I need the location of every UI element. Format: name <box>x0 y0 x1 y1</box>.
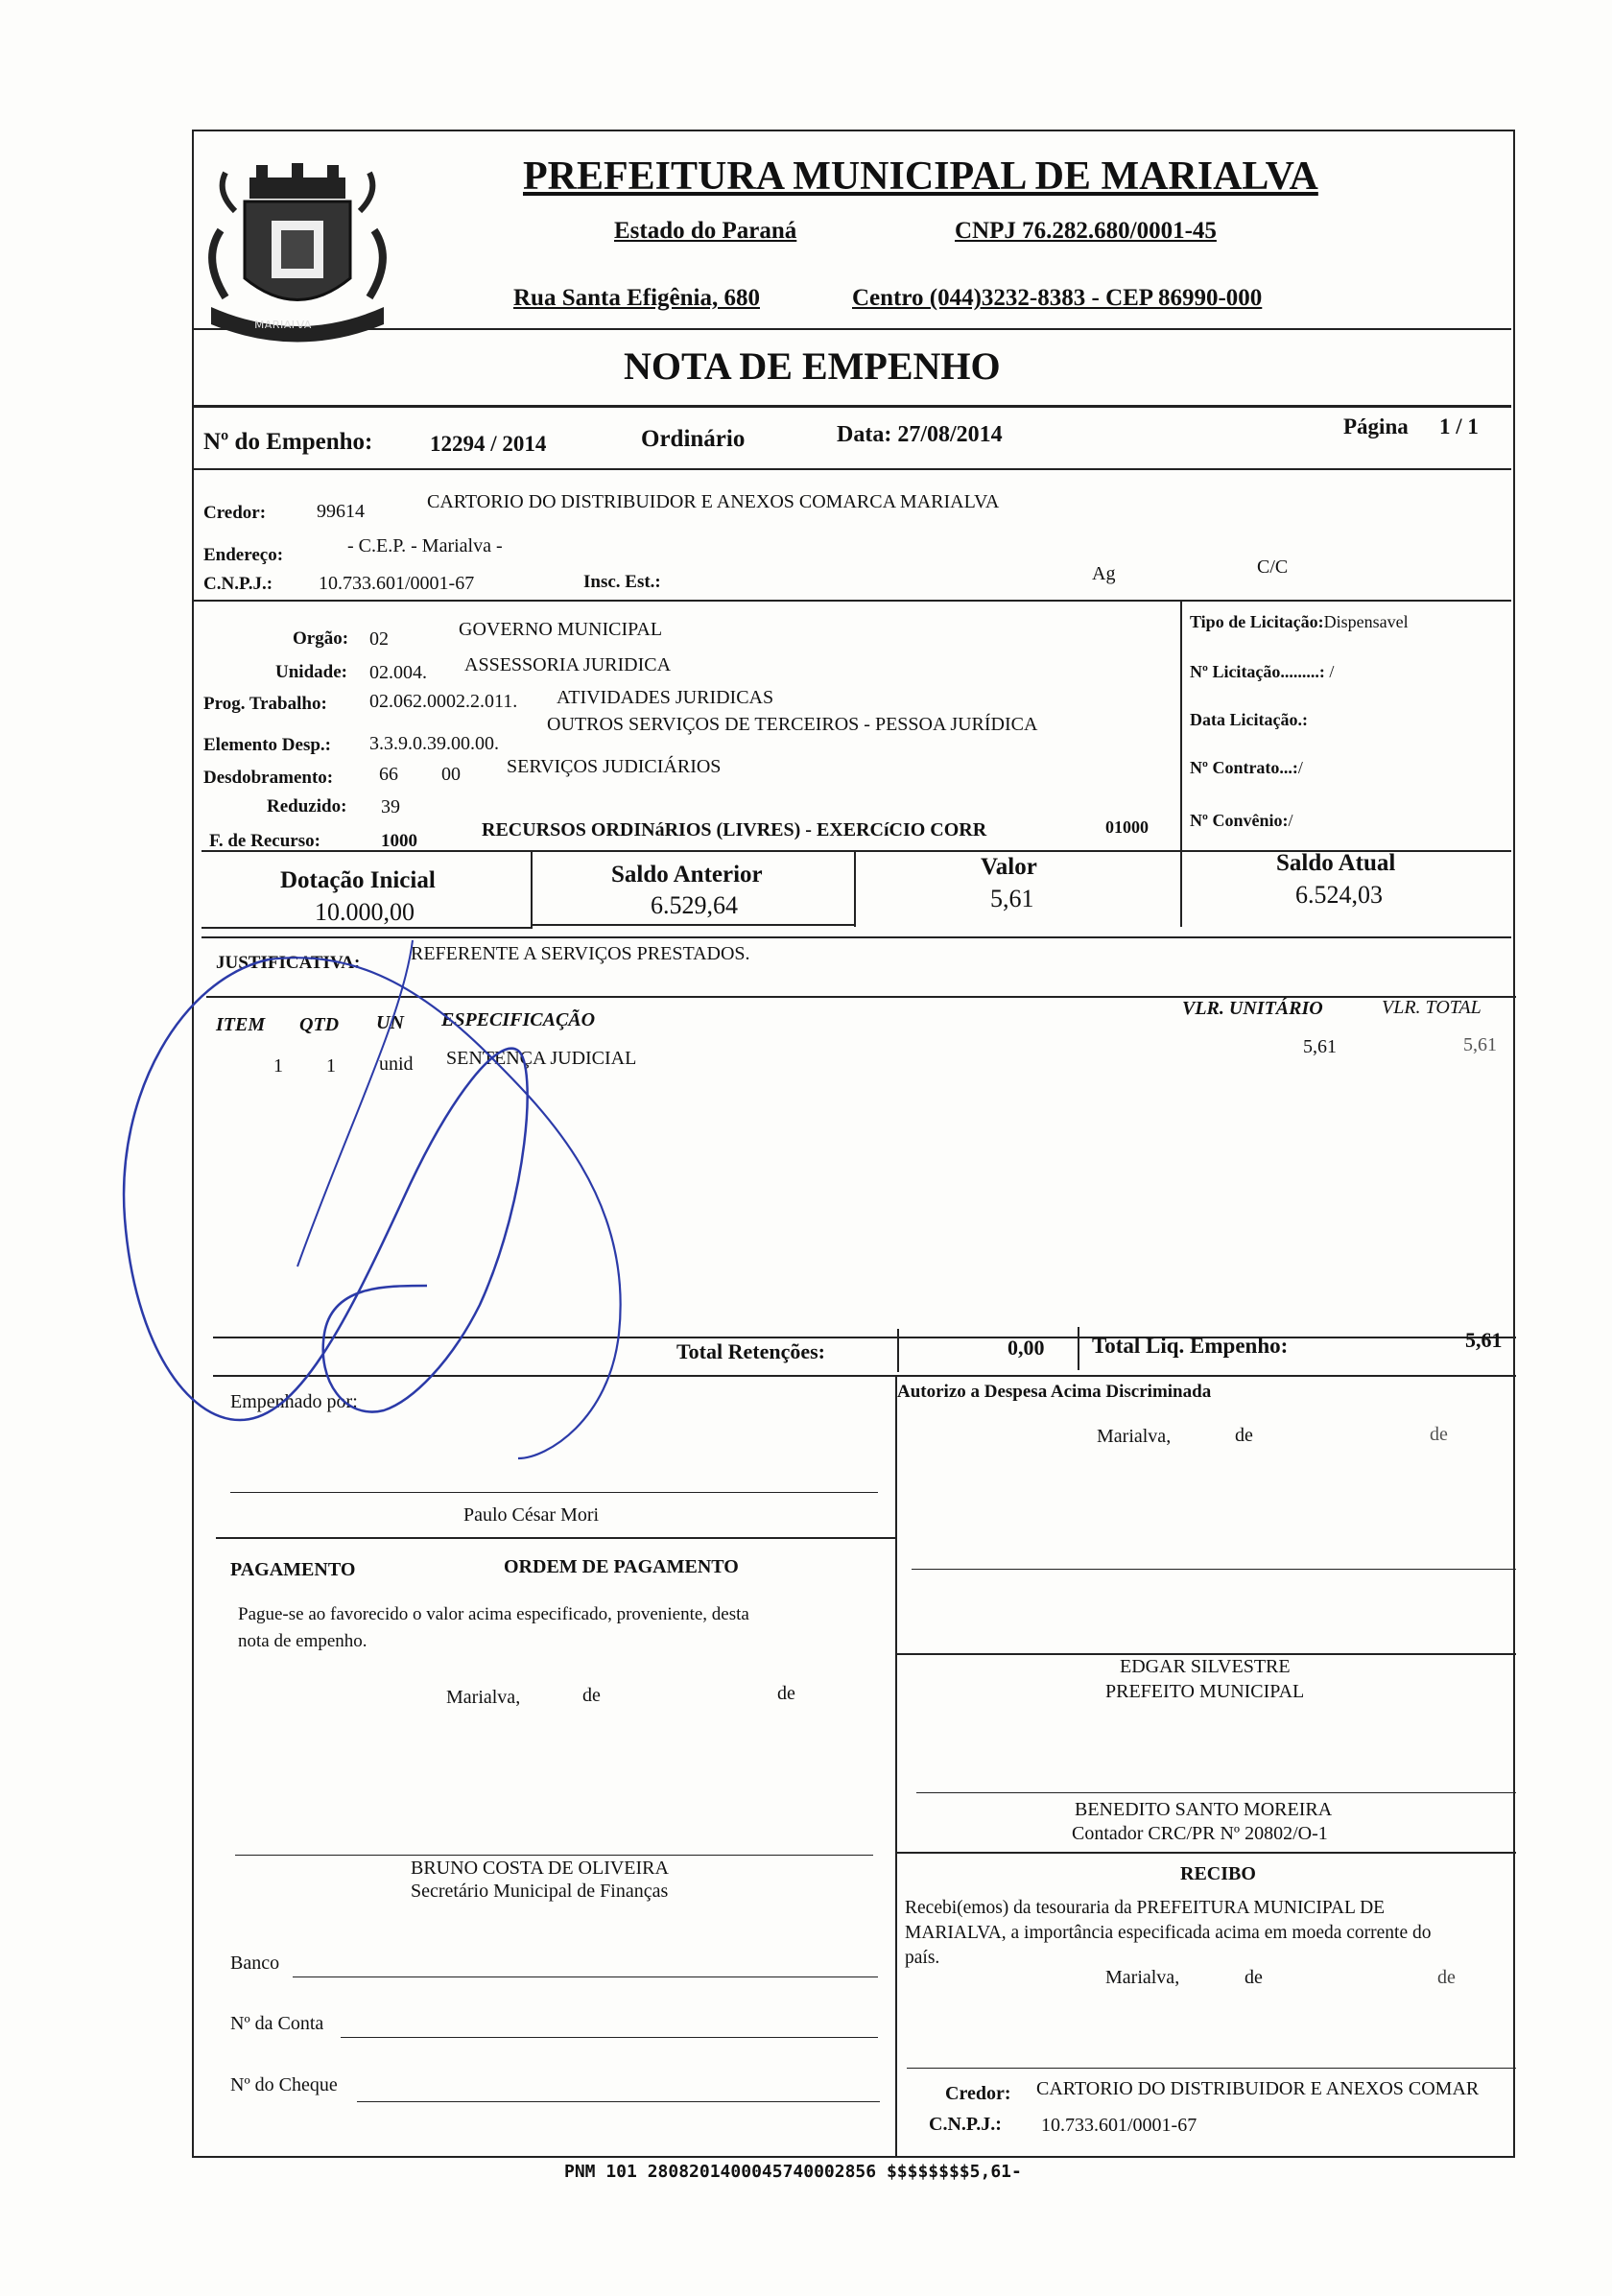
desdobramento-code2: 00 <box>441 764 461 785</box>
autorizo-de-1: de <box>1235 1425 1253 1446</box>
contrato-value: / <box>1297 758 1303 777</box>
total-liq-label: Total Liq. Empenho: <box>1092 1334 1289 1358</box>
empenho-number: 12294 / 2014 <box>430 432 547 456</box>
credor-name: CARTORIO DO DISTRIBUIDOR E ANEXOS COMARCA MARIALVA <box>427 491 1000 512</box>
signature-line <box>907 2068 1516 2069</box>
prog-code: 02.062.0002.2.011. <box>369 691 518 712</box>
prog-label: Prog. Trabalho: <box>203 694 327 714</box>
recibo-de-2: de <box>1437 1967 1456 1988</box>
handwritten-signature <box>96 883 672 1506</box>
divider <box>192 468 1511 470</box>
reduzido-value: 39 <box>381 796 400 817</box>
row-vlr-unitario: 5,61 <box>1303 1036 1337 1057</box>
recibo-cnpj: 10.733.601/0001-67 <box>1041 2115 1197 2136</box>
pagamento-de-1: de <box>582 1685 601 1706</box>
saldo-anterior-label: Saldo Anterior <box>611 862 763 888</box>
autorizo-label: Autorizo a Despesa Acima Discriminada <box>897 1382 1212 1402</box>
page-value: 1 / 1 <box>1439 414 1479 438</box>
cc-label: C/C <box>1257 556 1289 578</box>
recibo-cnpj-label: C.N.P.J.: <box>929 2114 1002 2135</box>
pagamento-label: PAGAMENTO <box>230 1559 356 1580</box>
cheque-field[interactable] <box>357 2101 880 2102</box>
valor-value: 5,61 <box>990 885 1034 912</box>
svg-text:MARIALVA: MARIALVA <box>254 319 312 332</box>
orgao-label: Orgão: <box>293 628 349 649</box>
row-qtd: 1 <box>326 1055 336 1077</box>
divider <box>192 405 1511 408</box>
row-especificacao: SENTENÇA JUDICIAL <box>446 1048 637 1069</box>
saldo-anterior-value: 6.529,64 <box>651 891 738 919</box>
endereco-value: - C.E.P. - Marialva - <box>347 535 503 556</box>
municipality-title: PREFEITURA MUNICIPAL DE MARIALVA <box>523 154 1318 199</box>
divider <box>1078 1327 1079 1370</box>
reduzido-label: Reduzido: <box>267 796 347 817</box>
elemento-label: Elemento Desp.: <box>203 735 331 755</box>
ag-label: Ag <box>1092 563 1116 584</box>
prog-name: ATIVIDADES JURIDICAS <box>557 687 774 708</box>
divider <box>897 1653 1516 1655</box>
recurso-name: RECURSOS ORDINáRIOS (LIVRES) - EXERCíCIO CORR <box>482 819 987 840</box>
address-rest: Centro (044)3232-8383 - CEP 86990-000 <box>852 285 1263 311</box>
dotacao-inicial-label: Dotação Inicial <box>280 867 436 893</box>
divider <box>897 1329 899 1372</box>
secretario-nome: BRUNO COSTA DE OLIVEIRA <box>411 1858 669 1879</box>
orgao-code: 02 <box>369 628 389 650</box>
col-vlr-total: VLR. TOTAL <box>1382 997 1482 1018</box>
col-qtd: QTD <box>299 1014 340 1035</box>
divider <box>216 1537 895 1539</box>
prefeito-nome: EDGAR SILVESTRE <box>1120 1656 1291 1677</box>
desdobramento-name: SERVIÇOS JUDICIÁRIOS <box>507 756 722 777</box>
recibo-marialva: Marialva, <box>1105 1967 1180 1988</box>
secretario-cargo: Secretário Municipal de Finanças <box>411 1881 669 1902</box>
divider <box>1180 600 1182 851</box>
divider <box>192 600 1511 602</box>
unidade-code: 02.004. <box>369 662 427 683</box>
recurso-label: F. de Recurso: <box>209 831 320 851</box>
data-licitacao-label: Data Licitação.: <box>1190 710 1308 729</box>
recurso-code: 1000 <box>381 831 417 851</box>
insc-est-label: Insc. Est.: <box>583 572 661 592</box>
orgao-name: GOVERNO MUNICIPAL <box>459 619 663 640</box>
recibo-de-1: de <box>1245 1967 1263 1988</box>
num-licitacao-value: / <box>1329 662 1335 681</box>
empenho-label: Nº do Empenho: <box>203 429 373 455</box>
recurso-number: 01000 <box>1105 817 1149 837</box>
recibo-credor-label: Credor: <box>945 2083 1011 2104</box>
banco-label: Banco <box>230 1953 280 1974</box>
state-label: Estado do Paraná <box>614 218 797 244</box>
signature-line <box>912 1569 1516 1570</box>
pagamento-marialva: Marialva, <box>446 1687 521 1708</box>
unidade-name: ASSESSORIA JURIDICA <box>464 654 672 675</box>
num-licitacao-label: Nº Licitação.........: <box>1190 662 1325 681</box>
desdobramento-code1: 66 <box>379 764 398 785</box>
empenho-date: Data: 27/08/2014 <box>837 422 1003 447</box>
autorizo-de-2: de <box>1430 1424 1448 1445</box>
total-retencoes-label: Total Retenções: <box>676 1339 825 1363</box>
pagamento-text-2: nota de empenho. <box>238 1631 367 1651</box>
empenhado-label: Empenhado por: <box>230 1391 358 1412</box>
ordem-pagamento-label: ORDEM DE PAGAMENTO <box>504 1556 739 1577</box>
divider <box>897 1852 1516 1854</box>
page-label: Página <box>1343 414 1409 438</box>
recibo-credor: CARTORIO DO DISTRIBUIDOR E ANEXOS COMAR <box>1036 2078 1480 2099</box>
divider <box>854 850 856 927</box>
banco-field[interactable] <box>293 1976 878 1977</box>
footer-code: PNM 101 2808201400045740002856 $$$$$$$$5,61- <box>564 2162 1022 2182</box>
empenhado-nome: Paulo César Mori <box>463 1504 600 1526</box>
total-retencoes-value: 0,00 <box>1008 1336 1045 1360</box>
desdobramento-label: Desdobramento: <box>203 768 334 788</box>
saldo-atual-value: 6.524,03 <box>1295 881 1383 909</box>
autorizo-marialva: Marialva, <box>1097 1426 1172 1447</box>
divider <box>895 1375 897 2157</box>
cnpj-label: C.N.P.J.: <box>203 574 273 594</box>
recibo-line-1: Recebi(emos) da tesouraria da PREFEITURA MUNICIPAL DE <box>905 1898 1386 1918</box>
elemento-code: 3.3.9.0.39.00.00. <box>369 733 499 754</box>
col-item: ITEM <box>216 1014 266 1035</box>
unidade-label: Unidade: <box>275 662 347 682</box>
tipo-licitacao-value: Dispensavel <box>1323 612 1409 631</box>
address-street: Rua Santa Efigênia, 680 <box>513 285 760 311</box>
justificativa-label: JUSTIFICATIVA: <box>216 953 361 973</box>
pagamento-text-1: Pague-se ao favorecido o valor acima especificado, proveniente, desta <box>238 1604 749 1624</box>
signature-line <box>916 1792 1516 1793</box>
col-vlr-unitario: VLR. UNITÁRIO <box>1182 998 1323 1019</box>
conta-label: Nº da Conta <box>230 2013 324 2034</box>
row-item: 1 <box>273 1055 283 1077</box>
recibo-line-3: país. <box>905 1948 940 1968</box>
cnpj-header: CNPJ 76.282.680/0001-45 <box>955 218 1217 244</box>
valor-label: Valor <box>981 854 1037 880</box>
prefeito-cargo: PREFEITO MUNICIPAL <box>1105 1681 1305 1702</box>
convenio-value: / <box>1288 811 1293 830</box>
col-un: UN <box>376 1012 404 1033</box>
endereco-label: Endereço: <box>203 545 284 565</box>
divider <box>192 328 1511 330</box>
row-un: unid <box>379 1053 414 1075</box>
document-title: NOTA DE EMPENHO <box>624 344 1001 388</box>
total-liq-value: 5,61 <box>1465 1328 1503 1352</box>
pagamento-de-2: de <box>777 1683 795 1704</box>
conta-field[interactable] <box>341 2037 878 2038</box>
recibo-title: RECIBO <box>1180 1863 1256 1884</box>
convenio-label: Nº Convênio: <box>1190 811 1289 830</box>
tipo-licitacao-label: Tipo de Licitação: <box>1190 612 1324 631</box>
col-especificacao: ESPECIFICAÇÃO <box>441 1009 596 1030</box>
credor-label: Credor: <box>203 503 267 523</box>
contador-nome: BENEDITO SANTO MOREIRA <box>1075 1799 1333 1820</box>
recibo-line-2: MARIALVA, a importância especificada acima em moeda corrente do <box>905 1923 1432 1943</box>
contador-cargo: Contador CRC/PR Nº 20802/O-1 <box>1072 1823 1328 1844</box>
elemento-name: OUTROS SERVIÇOS DE TERCEIROS - PESSOA JURÍDICA <box>547 714 1038 735</box>
signature-line <box>235 1855 873 1856</box>
divider <box>1180 850 1182 927</box>
saldo-atual-label: Saldo Atual <box>1276 850 1396 876</box>
credor-code: 99614 <box>317 501 365 522</box>
justificativa-text: REFERENTE A SERVIÇOS PRESTADOS. <box>411 943 750 964</box>
empenho-type: Ordinário <box>641 426 746 452</box>
cheque-label: Nº do Cheque <box>230 2074 338 2095</box>
contrato-label: Nº Contrato...: <box>1190 758 1298 777</box>
dotacao-inicial-value: 10.000,00 <box>315 898 415 926</box>
row-vlr-total: 5,61 <box>1463 1034 1497 1055</box>
credor-cnpj: 10.733.601/0001-67 <box>319 573 475 594</box>
